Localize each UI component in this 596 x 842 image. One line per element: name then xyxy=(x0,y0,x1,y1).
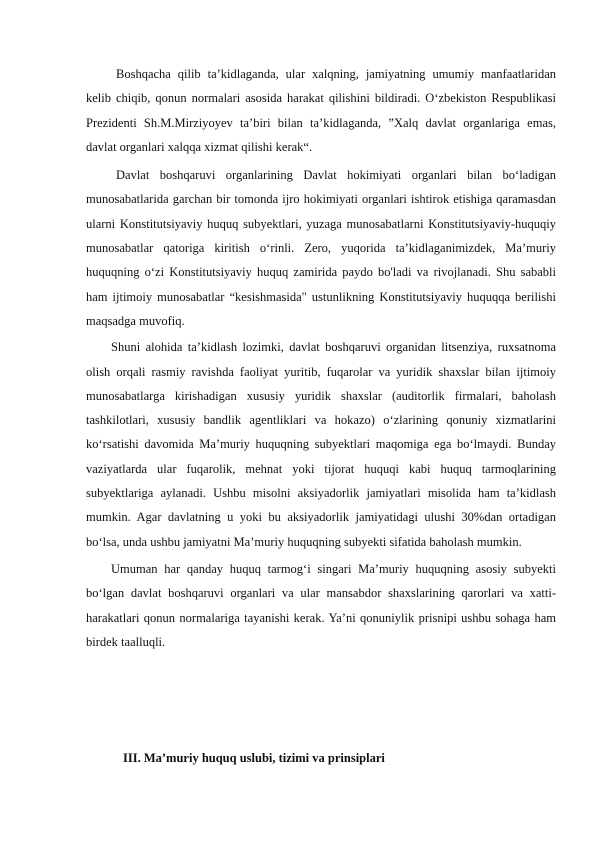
section-heading: III. Ma’muriy huquq uslubi, tizimi va prinsiplari xyxy=(123,751,385,765)
document-body xyxy=(86,62,556,654)
paragraph: Davlat boshqaruvi organlarining Davlat hokimiyati organlari bilan bo‘ladigan munosabatlarida garchan bir tomonda ijro hokimiyati organlari ishtirok etishiga qaramasdan ularni Konstitutsiyaviy huquq subyektlari, yuzaga munosabatlarni Konstitutsiyaviy-huquqiy munosabatlar qatoriga kiritish o‘rinli. Zero, yuqorida ta’kidlaganimizdek, Ma’muriy huquqning o‘zi Konstitutsiyaviy huquq zamirida paydo bo'ladi va rivojlanadi. Shu sababli ham ijtimoiy munosabatlar “kesishmasida" ustunlikning Konstitutsiyaviy huquqqa berilishi maqsadga muvofiq. xyxy=(86,168,556,328)
paragraph: Boshqacha qilib ta’kidlaganda, ular xalqning, jamiyatning umumiy manfaatlaridan kelib chiqib, qonun normalari asosida harakat qilishini bildiradi. O‘zbekiston Respublikasi Prezidenti Sh.M.Mirziyoyev ta’biri bilan ta’kidlaganda, ”Xalq davlat organlariga emas, davlat organlari xalqqa xizmat qilishi kerak“. xyxy=(86,67,556,154)
paragraph: Umuman har qanday huquq tarmog‘i singari Ma’muriy huquqning asosiy subyekti bo‘lgan davlat boshqaruvi organlari va ular mansabdor shaxslarining qarorlari va xatti-harakatlari qonun normalariga tayanishi kerak. Ya’ni qonuniylik prisnipi ushbu sohaga ham birdek taalluqli. xyxy=(86,561,556,649)
paragraph: Shuni alohida ta’kidlash lozimki, davlat boshqaruvi organidan litsenziya, ruxsatnoma olish orqali rasmiy ravishda faoliyat yuritib, fuqarolar va yuridik shaxslar bilan ijtimoiy munosabatlarga kirishadigan xususiy yuridik shaxslar (auditorlik firmalari, baholash tashkilotlari, xususiy bandlik agentliklari va hokazo) o‘zlarining qonuniy xizmatlarini ko‘rsatishi davomida Ma’muriy huquqning subyektlari maqomiga ega bo‘lmaydi. Bunday vaziyatlarda ular fuqarolik, mehnat yoki tijorat huquqi kabi huquq tarmoqlarining subyektlariga aylanadi. Ushbu misolni aksiyadorlik jamiyatlari misolida ham ta’kidlash mumkin. Agar davlatning u yoki bu aksiyadorlik jamiyatidagi ulushi 30%dan ortadigan bo‘lsa, unda ushbu jamiyatni Ma’muriy huquqning subyekti sifatida baholash mumkin. xyxy=(86,340,556,549)
